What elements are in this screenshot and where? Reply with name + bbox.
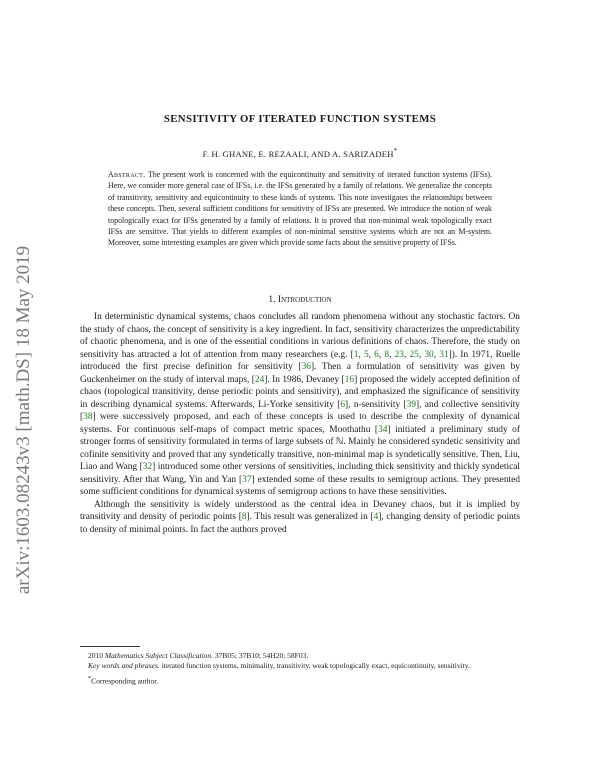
paragraph-text: ]. Then a formulation of sensitivity was given by Guckenheimer on the study of interval maps, [ (80, 362, 520, 385)
abstract-text: The present work is concerned with the equicontinuity and sensitivity of iterated function systems (IFSs). Here, we consider more general case of IFSs, i.e. the IFSs generated by a family of relations. We generalize the concepts of transitivity, sensitivity and equicontinuity to these kinds of systems. This note investigates the relationships between these concepts. Then, several sufficient conditions for sensitivity of IFSs are presented. We introduce the notion of weak topologically exact for IFSs generated by a family of relations. It is proved that non-minimal weak topologically exact IFSs are sensitive. That yields to different examples of non-minimal sensitive systems which are not an M-system. Moreover, some interesting examples are given which provide some facts about the sensitive property of IFSs. (108, 170, 492, 248)
msc-year: 2010 (88, 651, 105, 660)
paragraph-text: ]. This result was generalized in [ (246, 512, 374, 522)
paragraph-text: ]). In 1971, Ruelle introduced the first precise definition for sensitivity [ (80, 349, 521, 372)
keywords-label: Key words and phrases. (88, 661, 160, 671)
footnote-divider (80, 646, 140, 647)
section-title: Introduction (277, 294, 332, 305)
corresponding-mark: * (88, 674, 92, 682)
footnotes (80, 651, 520, 687)
msc-codes: 37B05; 37B10; 54H20; 58F03. (213, 651, 309, 660)
paragraph-text: ] proposed the widely accepted definition of chaos (topological transitivity, dense periodic points and sensitivity), and emphasized the significance of sensitivity in describing dynamical systems. Afterwards, Li-Yorke sensitivity [ (80, 374, 521, 410)
citation-link[interactable]: 8 (241, 512, 247, 522)
citation-link[interactable]: 1 (353, 349, 359, 360)
citation-link[interactable]: 31 (439, 349, 449, 360)
arxiv-identifier-stamp: arXiv:1603.08243v3 [math.DS] 18 May 2019 (13, 245, 34, 595)
author-names: F. H. GHANE, E. REZAALI, AND A. SARIZADEH (202, 148, 394, 159)
paragraph-text: , (368, 349, 375, 360)
author-list (80, 147, 520, 159)
citation-link[interactable]: 8 (384, 349, 390, 360)
paragraph-2 (80, 499, 520, 537)
corresponding-author-mark: * (393, 147, 398, 155)
paragraph-text: ], and collective sensitivity [ (80, 399, 520, 422)
section-number: 1. (268, 294, 276, 305)
paper-title: SENSITIVITY OF ITERATED FUNCTION SYSTEMS (163, 113, 437, 125)
paragraph-text: , (378, 349, 385, 360)
msc-classification (80, 651, 520, 661)
paragraph-text: , (418, 349, 425, 360)
abstract-label: Abstract. (108, 170, 146, 179)
paragraph-text: ] were successively proposed, and each of these concepts is used to describe the complexity of dynamical systems. For continuous self-maps of compact metric spaces, Moothathu [ (80, 412, 520, 435)
paragraph-text: , (433, 349, 440, 360)
paragraph-text: , (358, 349, 364, 360)
paragraph-text: ] initiated a preliminary study of stronger forms of sensitivity formulated in terms of large subsets of ℕ. Mainly he considered syndetic sensitivity and cofinite sensitivity and proved that any syndetically transitive, non-minimal map is syndetically sensitive. Then, Liu, Liao and Wang [ (80, 424, 520, 472)
citation-link[interactable]: 32 (142, 462, 153, 472)
paragraph-text: Although the sensitivity is widely understood as the central idea in Devaney chaos, but it is implied by transitivity and density of periodic points [ (80, 499, 520, 522)
citation-link[interactable]: 4 (373, 512, 379, 522)
paragraph-text: , (403, 349, 410, 360)
abstract (108, 169, 492, 249)
paragraph-text: , (389, 349, 395, 360)
introduction-body (80, 311, 520, 536)
paragraph-text: ]. In 1986, Devaney [ (264, 374, 345, 385)
msc-label: Mathematics Subject Classification. (104, 651, 213, 660)
keywords-text: iterated function systems, minimality, transitivity, weak topologically exact, equicontinuity, sensitivity. (159, 661, 470, 671)
paragraph-text: ] extended some of these results to semigroup actions. They presented some sufficient conditions for dynamical systems of semigroup actions to have these sensitivities. (80, 474, 520, 497)
citation-link[interactable]: 24 (254, 374, 265, 385)
paragraph-1 (80, 311, 520, 499)
section-heading-introduction (80, 294, 520, 305)
citation-link[interactable]: 36 (301, 362, 311, 372)
citation-link[interactable]: 37 (242, 474, 252, 485)
citation-link[interactable]: 16 (344, 374, 355, 385)
corresponding-text: Corresponding author. (91, 676, 159, 686)
citation-link[interactable]: 30 (424, 349, 434, 360)
paragraph-text: ], changing density of periodic points to density of minimal points. In fact the authors proved (80, 512, 520, 535)
citation-link[interactable]: 6 (374, 349, 379, 360)
citation-link[interactable]: 39 (406, 399, 417, 410)
corresponding-author-note (80, 674, 520, 687)
citation-link[interactable]: 25 (409, 349, 419, 360)
citation-link[interactable]: 23 (394, 349, 404, 360)
citation-link[interactable]: 38 (83, 412, 93, 422)
paragraph-text: ] introduced some other versions of sensitivities, including thick sensitivity and thickly syndetical sensitivity. After that Wang, Yin and Yan [ (80, 462, 521, 485)
paragraph-text: In deterministic dynamical systems, chaos concludes all random phenomena without any stochastic factors. On the study of chaos, the concept of sensitivity is a key ingredient. In fact, sensitivity characterizes the unpredictability of chaotic phenomena, and is one of the essential conditions in various definitions of chaos. Therefore, the study on sensitivity has attracted a lot of attention from many researchers (e.g. [ (80, 312, 520, 360)
citation-link[interactable]: 5 (363, 349, 369, 360)
citation-link[interactable]: 34 (378, 424, 388, 435)
keywords (80, 661, 520, 671)
paragraph-text: ], n-sensitivity [ (345, 399, 407, 410)
citation-link[interactable]: 6 (340, 399, 346, 410)
